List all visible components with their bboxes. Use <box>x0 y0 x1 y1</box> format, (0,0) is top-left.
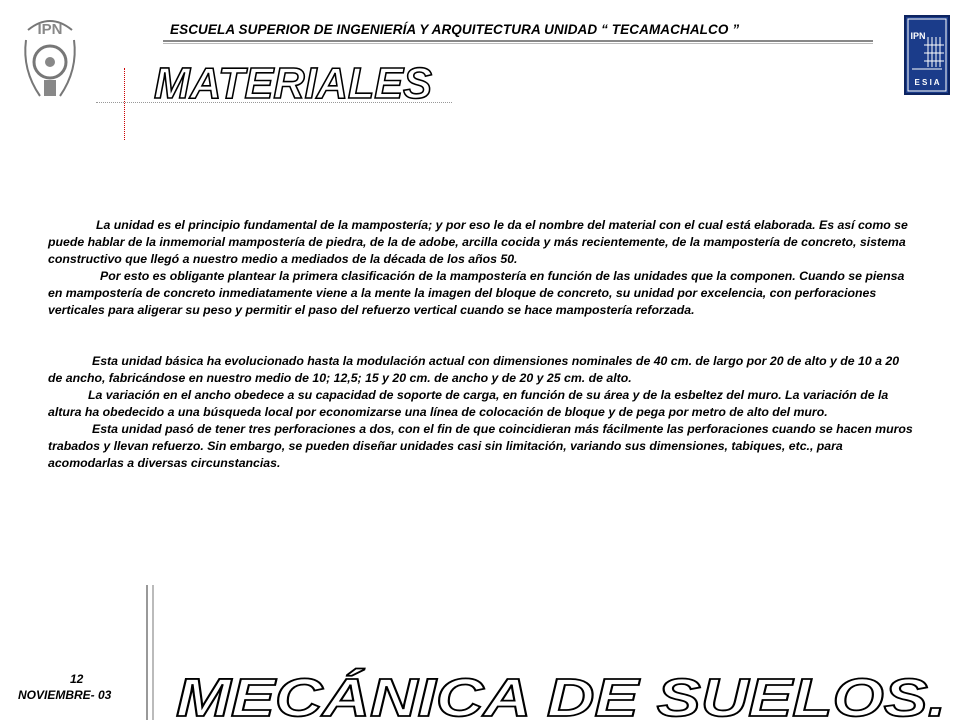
paragraph: Por esto es obligante plantear la primera clasificación de la mampostería en función de las unidades que la componen. Cuando se piensa en mampostería de concreto inmediatamente viene a la mente la imagen del bloque de concreto, su unidad por excelencia, con perforaciones verticales para aligerar su peso y permitir el paso del refuerzo vertical cuando se hace mampostería reforzada. <box>48 269 905 317</box>
esia-logo-top-text: IPN <box>910 31 926 41</box>
paragraph: Esta unidad pasó de tener tres perforaciones a dos, con el fin de que coincidieran más fácilmente las perforaciones cuando se hacen muros trabados y llevan refuerzo. Sin embargo, se pueden diseñar unidades casi sin limitación, variando sus dimensiones, tabiques, etc., para acomodarlas a diversas circunstancias. <box>48 422 913 470</box>
paragraph: La unidad es el principio fundamental de la mampostería; y por eso le da el nombre del material con el cual está elaborada. Es así como se puede hablar de la inmemorial mampostería de piedra, de la de adobe, arcilla cocida y más recientemente, de la mampostería de concreto, sistema constructivo que llegó a nuestro medio a mediados de la década de los años 50. <box>48 218 908 266</box>
footer-divider <box>146 585 148 720</box>
section-heading <box>150 56 440 106</box>
section-heading-text: MATERIALES <box>154 59 432 106</box>
course-title-text: MECÁNICA DE SUELOS. <box>176 668 946 720</box>
school-title: ESCUELA SUPERIOR DE INGENIERÍA Y ARQUITECTURA UNIDAD “ TECAMACHALCO ” <box>170 22 740 37</box>
paragraph: La variación en el ancho obedece a su capacidad de soporte de carga, en función de su área y de la esbeltez del muro. La variación de la altura ha obedecido a una búsqueda local por economizarse una línea de colocación de bloque y de pega por metro de alto del muro. <box>48 388 889 419</box>
esia-logo-bottom-text: E S I A <box>914 78 940 87</box>
red-guide-line <box>124 68 125 140</box>
body-text <box>48 217 914 472</box>
title-rule-secondary <box>163 43 873 44</box>
course-title <box>170 664 960 720</box>
ipn-logo <box>18 10 82 106</box>
page-number: 12 <box>70 672 84 686</box>
esia-logo <box>904 15 950 95</box>
footer-divider-secondary <box>152 585 154 720</box>
title-rule <box>163 40 873 42</box>
page-date: NOVIEMBRE- 03 <box>18 688 112 702</box>
paragraph: Esta unidad básica ha evolucionado hasta la modulación actual con dimensiones nominales de 40 cm. de largo por 20 de alto y de 10 a 20 de ancho, fabricándose en nuestro medio de 10; 12,5; 15 y 20 cm. de ancho y de 20 y 25 cm. de alto. <box>48 354 900 385</box>
paragraph-gap <box>48 319 914 353</box>
ipn-logo-text: IPN <box>37 21 63 38</box>
